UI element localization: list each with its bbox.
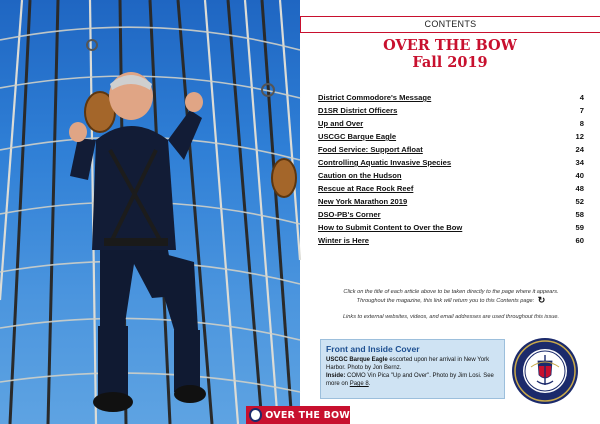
issue-label: Fall 2019 [412, 54, 488, 71]
toc-item-title[interactable]: Up and Over [318, 119, 364, 128]
toc-item-title[interactable]: New York Marathon 2019 [318, 197, 408, 206]
auxiliary-seal-icon [249, 408, 262, 422]
toc-item-title[interactable]: D1SR District Officers [318, 106, 398, 115]
toc-item-page: 24 [575, 145, 584, 154]
toc-item-page: 40 [575, 171, 584, 180]
page-link[interactable]: Page 8 [349, 381, 369, 387]
external-links-note: Links to external websites, videos, and email addresses are used throughout this issue. [342, 314, 560, 320]
toc-item-page: 8 [579, 119, 584, 128]
navigation-note-line2: Throughout the magazine, this link will return you to this Contents page: [356, 298, 535, 304]
toc-item[interactable] [318, 158, 584, 171]
brand-footer-title: OVER THE BOW [265, 409, 350, 421]
toc-item-page: 4 [579, 93, 584, 102]
toc-item[interactable] [318, 210, 584, 223]
toc-item-page: 7 [579, 106, 584, 115]
toc-item[interactable] [318, 145, 584, 158]
navigation-note-line1: Click on the title of each article above to be taken directly to the page where it appears. [343, 289, 559, 295]
toc-item-title[interactable]: DSO-PB's Corner [318, 210, 381, 219]
toc-item[interactable] [318, 132, 584, 145]
coast-guard-auxiliary-seal-icon [511, 337, 579, 405]
contents-label: CONTENTS [300, 16, 600, 33]
toc-item-title[interactable]: Caution on the Hudson [318, 171, 402, 180]
front-cover-caption: USCGC Barque Eagle escorted upon her arrival in New York Harbor. Photo by Jon Bernz. [326, 357, 490, 371]
return-arrow-icon[interactable]: ↻ [537, 295, 546, 305]
table-of-contents [318, 93, 584, 249]
toc-item-title[interactable]: District Commodore's Message [318, 93, 432, 102]
toc-item-title[interactable]: Winter is Here [318, 236, 369, 245]
toc-item-page: 12 [575, 132, 584, 141]
toc-item-page: 34 [575, 158, 584, 167]
toc-item-title[interactable]: USCGC Barque Eagle [318, 132, 397, 141]
toc-item[interactable] [318, 236, 584, 249]
toc-item-title[interactable]: How to Submit Content to Over the Bow [318, 223, 463, 232]
toc-item[interactable] [318, 223, 584, 236]
magazine-title: OVER THE BOW [383, 37, 517, 54]
toc-item-page: 48 [575, 184, 584, 193]
cover-info-box [320, 339, 505, 399]
toc-item[interactable] [318, 171, 584, 184]
toc-item-page: 58 [575, 210, 584, 219]
toc-item[interactable] [318, 106, 584, 119]
inside-cover-caption: Inside: COMO Vin Pica "Up and Over". Photo by Jim Losi. See more on Page 8. [326, 373, 494, 387]
toc-item[interactable] [318, 184, 584, 197]
toc-item[interactable] [318, 93, 584, 106]
cover-info-heading: Front and Inside Cover [326, 344, 420, 354]
brand-footer-bar[interactable] [246, 406, 350, 424]
toc-item-page: 59 [575, 223, 584, 232]
toc-item[interactable] [318, 197, 584, 210]
toc-item-title[interactable]: Food Service: Support Afloat [318, 145, 423, 154]
navigation-note [326, 288, 576, 305]
toc-item[interactable] [318, 119, 584, 132]
toc-item-title[interactable]: Rescue at Race Rock Reef [318, 184, 414, 193]
toc-item-page: 60 [575, 236, 584, 245]
contents-panel [300, 0, 600, 424]
toc-item-title[interactable]: Controlling Aquatic Invasive Species [318, 158, 452, 167]
toc-item-page: 52 [575, 197, 584, 206]
